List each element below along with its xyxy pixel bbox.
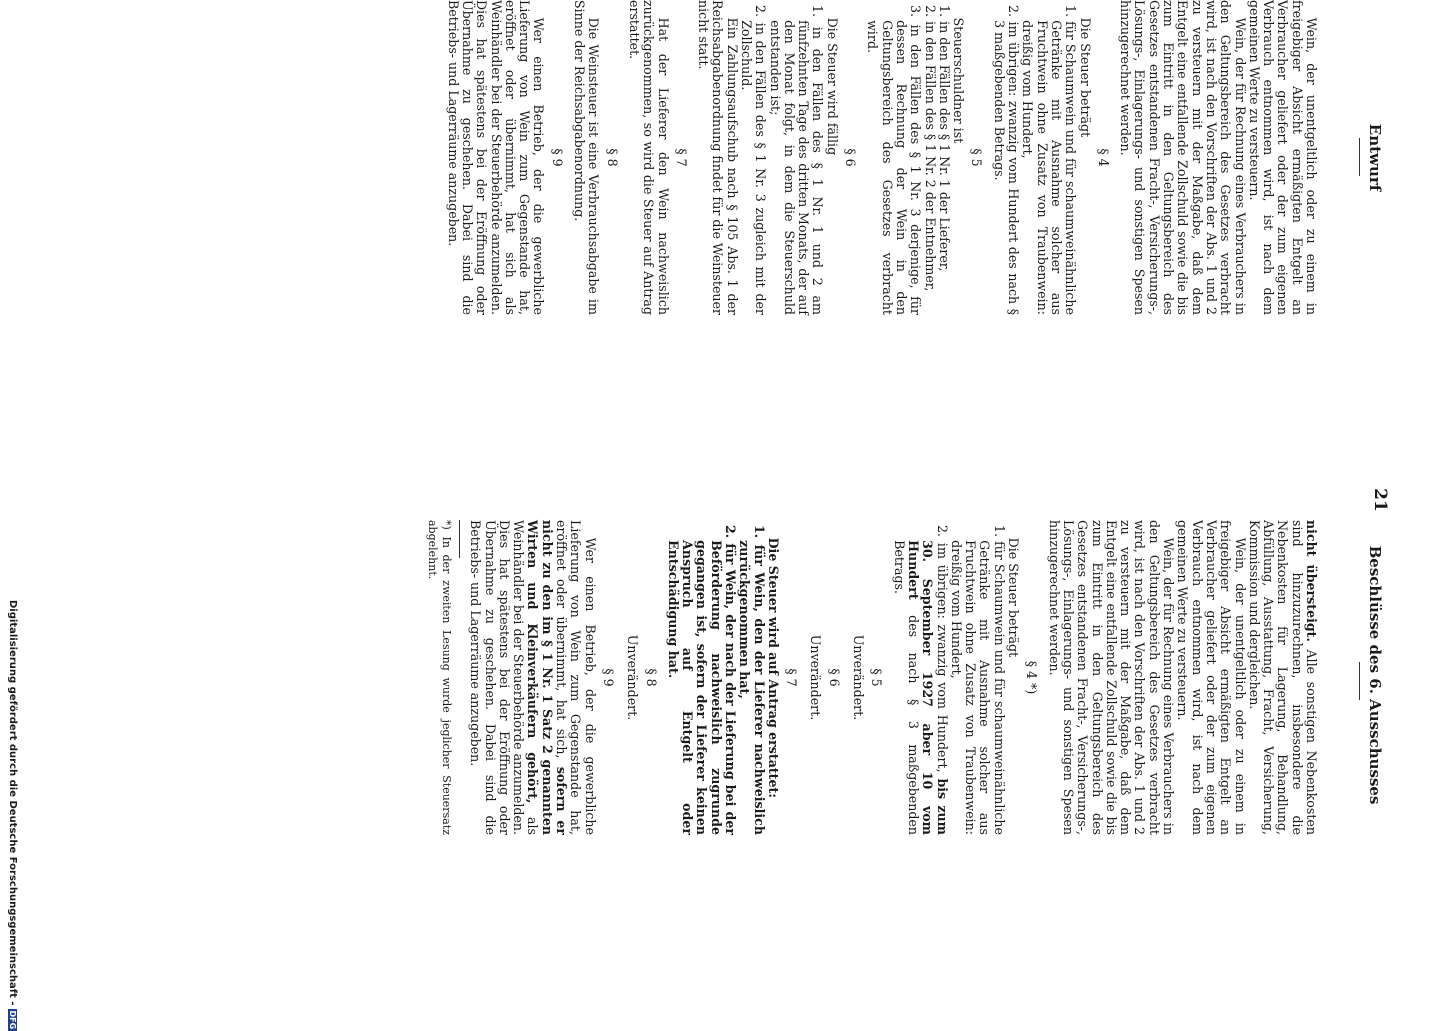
left-s9-text: Wer einen Betrieb, der die gewerbliche Lieferung von Wein zum Gegenstande hat, eröffnet oder übernimmt, hat sich als Weinhändler bei der Steuerbehörde anzumelden. Dies hat spätestens bei der Eröffnung oder Übernahme zu geschehen. Dabei sind die Betriebs- und Lagerräume anzugeben. bbox=[445, 0, 547, 315]
left-s6-intro: Die Steuer wird fällig bbox=[824, 17, 840, 156]
right-s9-c: als Weinhändler bei der Steuerbehörde anzumelden. Dies hat spätestens bei der Eröffnung oder Übernahme zu geschehen. Dabei sind die Betriebs- und Lagerräume anzugeben. bbox=[468, 520, 541, 835]
left-s4-heading: § 4 bbox=[1095, 148, 1111, 167]
left-s6-item-2: 2. in den Fällen des § 1 Nr. 3 zugleich mit der Zollschuld. bbox=[739, 5, 769, 315]
right-s4-item-2-bold: bis zum 30. September 1927 aber 10 vom Hundert bbox=[905, 540, 950, 836]
right-para-2: Wein, der für Rechnung eines Verbrauchers in den Geltungsbereich des Gesetzes verbracht wird, ist nach den Vorschriften der Abs. 1 und 2 zu versteuern mit der Maßgabe, daß dem Entgelt eine entfallende Zollschuld sowie die bis zum Eintritt in den Geltungsbereich des Gesetzes entstandenen Fracht-, Versicherungs-, Lösungs-, Einlagerungs- und sonstigen Spesen hinzugerechnet werden. bbox=[1046, 520, 1177, 835]
left-s5-item-1: 1. in den Fällen des § 1 Nr. 1 der Lieferer, bbox=[936, 5, 952, 272]
right-s6-heading: § 6 bbox=[826, 668, 842, 687]
right-s9-heading: § 9 bbox=[600, 668, 616, 687]
left-s4-intro: Die Steuer beträgt bbox=[1077, 17, 1093, 138]
left-s8-heading: § 8 bbox=[604, 148, 620, 167]
right-s4-heading: § 4 *) bbox=[1024, 660, 1040, 695]
right-para-0-bold: nicht übersteigt. bbox=[1304, 520, 1319, 642]
right-column bbox=[424, 520, 1318, 835]
right-s4-item-1: 1. für Schaumwein und für schaumweinähnliche Getränke mit Ausnahme solcher aus Fruchtwein ohne Zusatz von Traubenwein: dreißig vom Hundert, bbox=[948, 525, 1007, 835]
right-s6-unchanged: Unverändert. bbox=[808, 634, 824, 721]
right-para-intro: Wein, der unentgeltlich oder zu einem in freigebiger Absicht ermäßigten Entgelt an Verbraucher geliefert oder der zum eigenen Verbrauch entnommen wird, ist nach dem gemeinen Werte zu versteuern. bbox=[1175, 520, 1248, 835]
left-s6-heading: § 6 bbox=[843, 148, 859, 167]
left-s5-heading: § 5 bbox=[969, 148, 985, 167]
page-number: 21 bbox=[1370, 488, 1390, 512]
right-s9-bold: sofern er nicht zu den im § 1 Nr. 1 Satz 2 genannten Wirten und Kleinverkäufern gehört, bbox=[525, 520, 570, 835]
right-s9-text bbox=[468, 520, 597, 835]
left-s7-heading: § 7 bbox=[673, 148, 689, 167]
left-column bbox=[445, 0, 1318, 315]
left-para-intro: Wein, der unentgeltlich oder zu einem in freigebiger Absicht ermäßigten Entgelt an Verbraucher geliefert oder der zum eigenen Verbrauch entnommen wird, ist nach dem gemeinen Werte zu versteuern. bbox=[1246, 0, 1319, 315]
left-s4-item-1: 1. für Schaumwein und für schaumweinähnliche Getränke mit Ausnahme solcher aus Fruchtwein ohne Zusatz von Traubenwein: dreißig vom Hundert, bbox=[1020, 5, 1079, 315]
left-s9-heading: § 9 bbox=[549, 148, 565, 167]
left-header-rule bbox=[1359, 138, 1360, 176]
left-s8-text: Die Weinsteuer ist eine Verbrauchsabgabe im Sinne der Reichsabgabenordnung. bbox=[572, 0, 602, 315]
right-para-0 bbox=[1247, 520, 1318, 835]
left-s4-item-2: 2. im übrigen: zwanzig vom Hundert des nach § 3 maßgebenden Betrags. bbox=[991, 5, 1022, 315]
left-s5-intro: Steuerschuldner ist bbox=[951, 17, 967, 144]
right-s7-item-2: 2. für Wein, der nach der Lieferung bei der Beförderung nachweislich zugrunde gegangen ist, sofern der Lieferer keinen Anspruch auf Entgelt oder Entschädigung hat. bbox=[665, 525, 739, 835]
dfg-logo: DFG bbox=[8, 1010, 17, 1030]
right-s4-item-2-a: 2. im übrigen: zwanzig vom Hundert, bbox=[934, 525, 950, 779]
right-s5-heading: § 5 bbox=[869, 668, 885, 687]
footnote-rule bbox=[459, 520, 460, 558]
right-s4-intro: Die Steuer beträgt bbox=[1006, 537, 1022, 658]
credit-text: Digitalisierung gefördert durch die Deutsche Forschungsgemeinschaft - bbox=[7, 600, 18, 1006]
right-s7-item-1: 1. für Wein, den der Lieferer nachweislich zurückgenommen hat, bbox=[737, 525, 767, 835]
left-column-header: Entwurf bbox=[1366, 123, 1384, 192]
right-s9-a: Wer einen Betrieb, der die gewerbliche Lieferung von Wein zum Gegenstande hat, eröffnet oder übernimmt, hat sich, bbox=[554, 520, 598, 835]
right-para-0-rest: Alle sonstigen Nebenkosten sind hinzuzurechnen, insbesondere die Nebenkosten für Lagerung, Behandlung, Abfüllung, Ausstattung, Fracht, Versicherung, Kommission und dergleichen. bbox=[1246, 520, 1319, 835]
digitization-credit bbox=[4, 600, 18, 1030]
right-header-rule bbox=[1359, 662, 1360, 700]
right-s8-heading: § 8 bbox=[643, 668, 659, 687]
left-s6-item-1: 1. in den Fällen des § 1 Nr. 1 und 2 am fünfzehnten Tage des dritten Monats, der auf den Monat folgt, in dem die Steuerschuld entstanden ist; bbox=[767, 5, 826, 315]
right-s4-item-2 bbox=[891, 520, 948, 835]
right-s7-intro: Die Steuer wird auf Antrag erstattet: bbox=[765, 537, 781, 798]
footnote: *) In der zweiten Lesung wurde jeglicher Steuersatz abgelehnt. bbox=[425, 520, 453, 835]
left-s5-item-3: 3. in den Fällen des § 1 Nr. 3 derjenige, für dessen Rechnung der Wein in den Geltungsbereich des Gesetzes verbracht wird. bbox=[865, 5, 924, 315]
left-s7-text: Hat der Lieferer den Wein nachweislich zurückgenommen, so wird die Steuer auf Antrag erstattet. bbox=[626, 0, 671, 315]
right-s5-unchanged: Unverändert. bbox=[851, 634, 867, 721]
left-s6-para: Ein Zahlungsaufschub nach § 105 Abs. 1 der Reichsabgabenordnung findet für die Weinsteuer nicht statt. bbox=[696, 0, 740, 315]
right-s4-item-2-c: des nach § 3 maßgebenden Betrags. bbox=[891, 540, 921, 835]
right-s7-heading: § 7 bbox=[784, 668, 800, 687]
left-para-2: Wein, der für Rechnung eines Verbrauchers in den Geltungsbereich des Gesetzes verbracht wird, ist nach den Vorschriften der Abs. 1 und 2 zu versteuern mit der Maßgabe, daß dem Entgelt eine entfallende Zollschuld sowie die bis zum Eintritt in den Geltungsbereich des Gesetzes entstandenen Fracht-, Versicherungs-, Lösungs-, Einlagerungs- und sonstigen Spesen hinzugerechnet werden. bbox=[1118, 0, 1248, 315]
right-s8-unchanged: Unverändert. bbox=[625, 634, 641, 721]
right-column-header: Beschlüsse des 6. Ausschusses bbox=[1366, 545, 1384, 805]
left-s5-item-2: 2. in den Fällen des § 1 Nr. 2 der Entnehmer, bbox=[922, 5, 938, 292]
